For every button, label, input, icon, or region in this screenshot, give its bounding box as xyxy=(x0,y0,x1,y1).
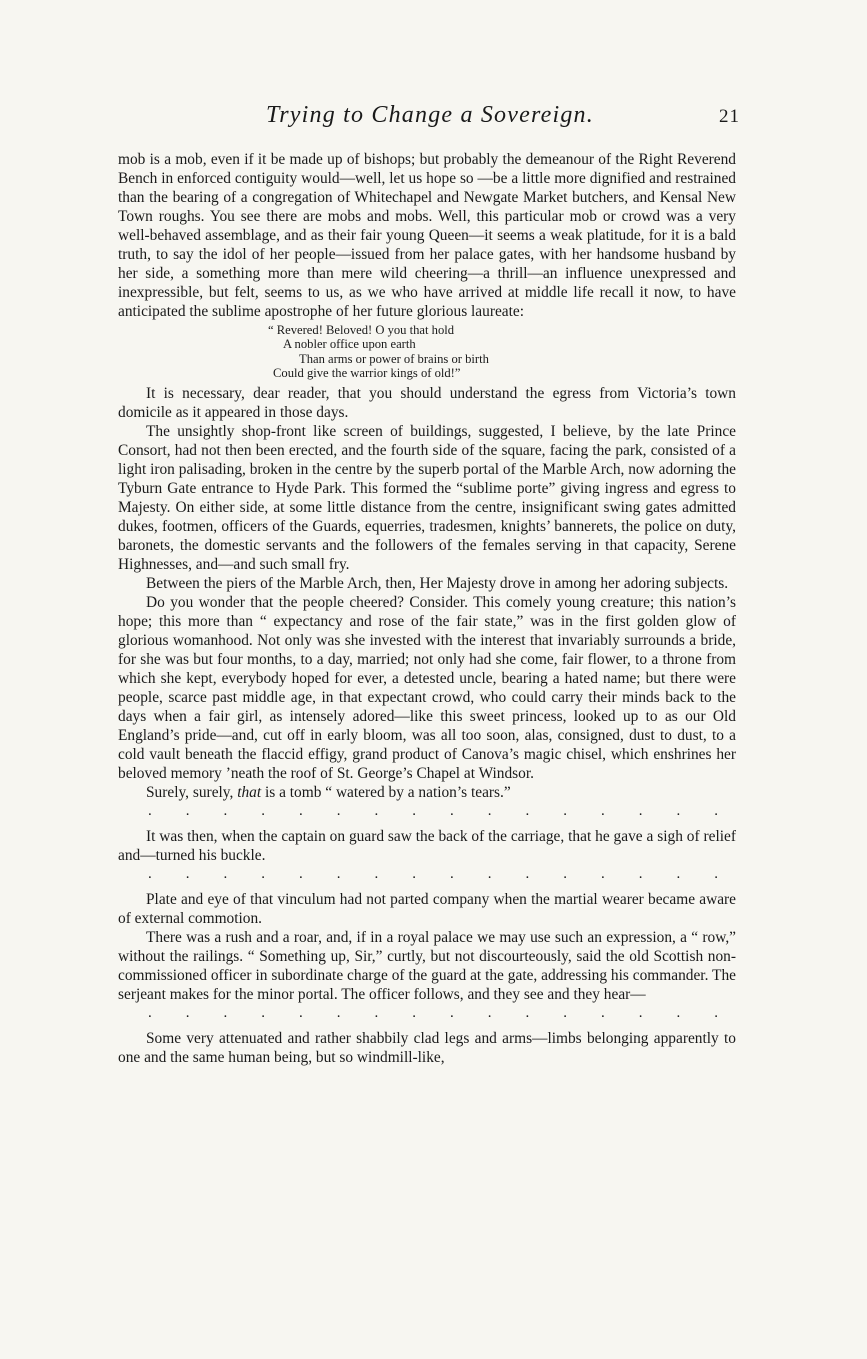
paragraph-2: It is necessary, dear reader, that you should understand the egress from Victoria’s town domicile as it appeared in those days. xyxy=(118,384,736,421)
running-title: Trying to Change a Sovereign. xyxy=(266,102,594,128)
section-break-dots-3: . . . . . . . . . . . . . . . . xyxy=(148,1004,718,1021)
paragraph-9: There was a rush and a roar, and, if in a royal palace we may use such an expression, a “ row,” without the railings. “ Something up, Sir,” curtly, but not discourteously, said the old Scottish non-commissioned officer in subordinate charge of the guard at the gate, addressing his commander. The serjeant makes for the minor portal. The officer follows, and they see and they hear— xyxy=(118,928,736,1003)
verse-quotation xyxy=(268,323,736,381)
paragraph-6-emphasis: that xyxy=(237,783,262,801)
paragraph-8: Plate and eye of that vinculum had not parted company when the martial wearer became aware of external commotion. xyxy=(118,890,736,927)
paragraph-4: Between the piers of the Marble Arch, then, Her Majesty drove in among her adoring subjects. xyxy=(146,574,729,592)
paragraph-3: The unsightly shop-front like screen of buildings, suggested, I believe, by the late Prince Consort, had not then been erected, and the fourth side of the square, facing the park, consisted of a light iron palisading, broken in the centre by the superb portal of the Marble Arch, now adorning the Tyburn Gate entrance to Hyde Park. This formed the “sublime porte” giving ingress and egress to Majesty. On either side, at some little distance from the centre, insignificant swing gates admitted dukes, footmen, officers of the Guards, equerries, tradesmen, knights’ bannerets, the police on duty, baronets, the domestic servants and the followers of the females serving in that capacity, Serene Highnesses, and—and such small fry. xyxy=(118,422,736,573)
paragraph-6 xyxy=(118,783,736,802)
running-head xyxy=(120,100,740,140)
page-number: 21 xyxy=(719,106,740,127)
verse-line-4: Could give the warrior kings of old!” xyxy=(273,366,461,381)
paragraph-6-end: is a tomb “ watered by a nation’s tears.” xyxy=(261,783,511,801)
verse-line-3: Than arms or power of brains or birth xyxy=(299,351,489,366)
body-text xyxy=(118,150,736,1067)
paragraph-10: Some very attenuated and rather shabbily clad legs and arms—limbs belonging apparently to one and the same human being, but so windmill-like, xyxy=(118,1029,736,1066)
section-break-dots-1: . . . . . . . . . . . . . . . . xyxy=(148,802,718,819)
paragraph-6-start: Surely, surely, xyxy=(146,783,238,801)
section-break-dots-2: . . . . . . . . . . . . . . . . xyxy=(148,865,718,882)
paragraph-5: Do you wonder that the people cheered? Consider. This comely young creature; this nation’s hope; this more than “ expectancy and rose of the fair state,” was in the first golden glow of glorious womanhood. Not only was she invested with the interest that invariably surrounds a bride, for she was but four months, to a day, married; not only had she come, fair flower, to a throne from which she kept, everybody hoped for ever, a detested uncle, bearing a hated name; but there were people, scarce past middle age, in that expectant crowd, who could carry their minds back to the days when a fair girl, as intensely adored—like this sweet princess, looked up to as our Old England’s pride—and, cut off in early bloom, was all too soon, alas, consigned, dust to dust, to a cold vault beneath the flaccid effigy, grand product of Canova’s magic chisel, which enshrines her beloved memory ’neath the roof of St. George’s Chapel at Windsor. xyxy=(118,593,736,782)
paragraph-7: It was then, when the captain on guard saw the back of the carriage, that he gave a sigh of relief and—turned his buckle. xyxy=(118,827,736,864)
paragraph-1: mob is a mob, even if it be made up of bishops; but probably the demeanour of the Right Reverend Bench in enforced contiguity would—well, let us hope so —be a little more dignified and restrained than the bearing of a congregation of Whitechapel and Newgate Market butchers, and Kensal New Town roughs. You see there are mobs and mobs. Well, this particular mob or crowd was a very well-behaved assemblage, and as their fair young Queen—it seems a weak platitude, for it is a bald truth, to say the idol of her people—issued from her palace gates, with her handsome husband by her side, a something more than mere wild cheering—a thrill—an influence unexpressed and inexpressible, but felt, seems to us, as we who have arrived at middle life recall it now, to have anticipated the sublime apostrophe of her future glorious laureate: xyxy=(118,151,736,320)
verse-line-1: “ Revered! Beloved! O you that hold xyxy=(268,323,455,337)
verse-line-2: A nobler office upon earth xyxy=(283,337,416,352)
